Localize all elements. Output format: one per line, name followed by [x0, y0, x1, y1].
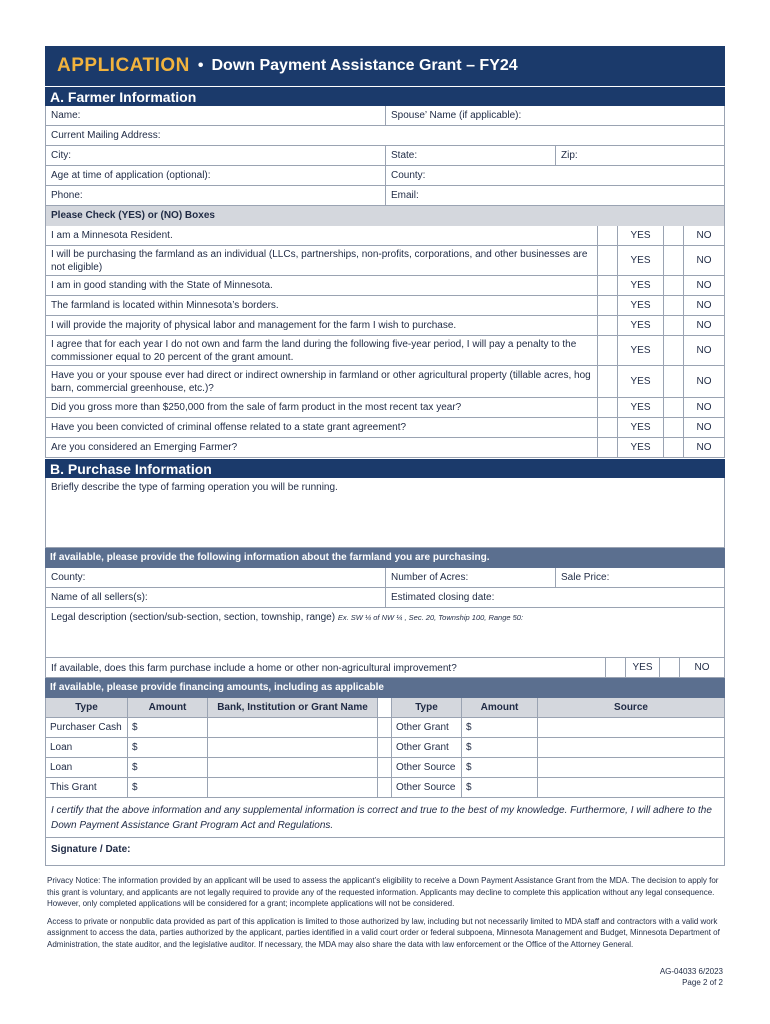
legal-description-field[interactable] — [46, 608, 724, 657]
financing-row — [45, 758, 725, 778]
sellers-field[interactable]: Name of all sellers(s): — [46, 588, 386, 607]
financing-amount-field[interactable]: $ — [128, 758, 208, 777]
no-checkbox[interactable] — [664, 246, 684, 275]
eligibility-question-row — [45, 246, 725, 276]
no-label: NO — [696, 442, 712, 453]
eligibility-question-row — [45, 366, 725, 398]
sale-price-field[interactable]: Sale Price: — [561, 572, 610, 583]
financing-amount-field-2[interactable]: $ — [462, 738, 538, 757]
bank-name-field[interactable] — [208, 738, 378, 757]
eligibility-question: Have you or your spouse ever had direct or indirect ownership in farmland or other agricultural property (tillable acres, hog barn, commercial greenhouse, etc.)? — [46, 366, 598, 397]
eligibility-question: I am in good standing with the State of Minnesota. — [46, 276, 598, 295]
yes-label: YES — [618, 366, 664, 397]
form-code: AG-04033 6/2023 — [659, 967, 723, 976]
no-label: NO — [696, 422, 712, 433]
financing-amount-field-2[interactable]: $ — [462, 718, 538, 737]
col-type-2: Type — [392, 698, 462, 717]
home-no-checkbox[interactable] — [660, 658, 680, 677]
source-field[interactable] — [538, 738, 724, 757]
source-field[interactable] — [538, 778, 724, 797]
eligibility-question-row — [45, 226, 725, 246]
no-checkbox[interactable] — [664, 316, 684, 335]
zip-field[interactable]: Zip: — [561, 150, 578, 161]
email-field[interactable]: Email: — [391, 190, 419, 201]
eligibility-question-row — [45, 276, 725, 296]
closing-date-field[interactable]: Estimated closing date: — [391, 592, 495, 603]
home-no-label: NO — [694, 662, 710, 673]
yes-label: YES — [618, 336, 664, 365]
yes-checkbox[interactable] — [598, 336, 618, 365]
financing-type: Loan — [46, 758, 128, 777]
financing-type-2: Other Source — [392, 758, 462, 777]
eligibility-question: I agree that for each year I do not own and farm the land during the following five-year period, I will pay a penalty to the commissioner equal to 20 percent of the grant amount. — [46, 336, 598, 365]
eligibility-question: Have you been convicted of criminal offense related to a state grant agreement? — [46, 418, 598, 437]
no-label: NO — [696, 280, 712, 291]
col-gap — [378, 758, 392, 777]
financing-row — [45, 718, 725, 738]
no-checkbox[interactable] — [664, 438, 684, 457]
eligibility-question: I will be purchasing the farmland as an individual (LLCs, partnerships, non-profits, corporations, and other businesses are not eligible) — [46, 246, 598, 275]
col-gap — [378, 738, 392, 757]
no-checkbox[interactable] — [664, 276, 684, 295]
no-checkbox[interactable] — [664, 336, 684, 365]
title-grant-name: Down Payment Assistance Grant – FY24 — [211, 57, 518, 74]
financing-row — [45, 778, 725, 798]
yes-label: YES — [618, 296, 664, 315]
yes-label: YES — [618, 438, 664, 457]
financing-amount-field[interactable]: $ — [128, 738, 208, 757]
eligibility-question: I am a Minnesota Resident. — [46, 226, 598, 245]
no-checkbox[interactable] — [664, 366, 684, 397]
no-label: NO — [696, 320, 712, 331]
source-field[interactable] — [538, 758, 724, 777]
eligibility-question-row — [45, 316, 725, 336]
no-label: NO — [696, 376, 712, 387]
acres-field[interactable]: Number of Acres: — [386, 568, 556, 587]
phone-field[interactable]: Phone: — [46, 186, 386, 205]
signature-date-field[interactable]: Signature / Date: — [45, 838, 725, 866]
privacy-notice: Privacy Notice: The information provided by an applicant will be used to assess the applicant’s eligibility to receive a Down Payment Assistance Grant from the MDA. The decision to apply for this grant is voluntary, and applicants are not legally required to provide any of the requested information. Applicants may decline to complete this application without any legal consequence. However, only completed applications will be considered for a grant; incomplete applications will not be considered. — [47, 876, 719, 908]
mailing-address-field[interactable]: Current Mailing Address: — [51, 130, 161, 141]
eligibility-question-row — [45, 296, 725, 316]
col-source: Source — [614, 702, 648, 713]
name-field[interactable]: Name: — [46, 106, 386, 125]
col-amount-2: Amount — [462, 698, 538, 717]
yes-label: YES — [618, 276, 664, 295]
yes-label: YES — [618, 246, 664, 275]
home-improvement-question: If available, does this farm purchase include a home or other non-agricultural improvement? — [46, 658, 606, 677]
financing-type-2: Other Grant — [392, 738, 462, 757]
section-b-heading: B. Purchase Information — [45, 458, 725, 478]
eligibility-question-row — [45, 336, 725, 366]
financing-type: This Grant — [46, 778, 128, 797]
yes-checkbox[interactable] — [598, 246, 618, 275]
county-field[interactable]: County: — [391, 170, 426, 181]
farming-operation-description[interactable]: Briefly describe the type of farming operation you will be running. — [51, 482, 338, 493]
yes-label: YES — [618, 398, 664, 417]
city-field[interactable]: City: — [46, 146, 386, 165]
bank-name-field[interactable] — [208, 718, 378, 737]
no-label: NO — [696, 255, 712, 266]
financing-type: Loan — [46, 738, 128, 757]
col-bank: Bank, Institution or Grant Name — [208, 698, 378, 717]
check-boxes-heading: Please Check (YES) or (NO) Boxes — [45, 206, 725, 226]
eligibility-question-row — [45, 398, 725, 418]
title-bar — [45, 46, 725, 86]
yes-label: YES — [618, 316, 664, 335]
legal-description-example: Ex. SW ¼ of NW ¼ , Sec. 20, Township 100, Range 50: — [337, 613, 524, 622]
no-checkbox[interactable] — [664, 418, 684, 437]
spouse-name-field[interactable]: Spouse’ Name (if applicable): — [391, 110, 522, 121]
page-footer — [45, 966, 725, 988]
certification-statement: I certify that the above information and any supplemental information is correct and true to the best of my knowledge. Furthermore, I will adhere to the Down Payment Assistance Grant Program Act and Regulations. — [45, 798, 725, 838]
yes-label: YES — [618, 418, 664, 437]
state-field[interactable]: State: — [386, 146, 556, 165]
farmland-info-heading: If available, please provide the following information about the farmland you are purchasing. — [45, 548, 725, 568]
financing-amount-field[interactable]: $ — [128, 718, 208, 737]
home-improvement-row — [45, 658, 725, 678]
eligibility-question-row — [45, 438, 725, 458]
application-form — [45, 46, 725, 988]
yes-checkbox[interactable] — [598, 418, 618, 437]
yes-checkbox[interactable] — [598, 398, 618, 417]
section-a-heading: A. Farmer Information — [45, 86, 725, 106]
financing-row — [45, 738, 725, 758]
financing-heading: If available, please provide financing amounts, including as applicable — [45, 678, 725, 698]
no-label: NO — [696, 345, 712, 356]
yes-checkbox[interactable] — [598, 366, 618, 397]
farmland-county-field[interactable]: County: — [46, 568, 386, 587]
bank-name-field[interactable] — [208, 758, 378, 777]
no-checkbox[interactable] — [664, 226, 684, 245]
home-yes-label: YES — [626, 658, 660, 677]
financing-table-header — [45, 698, 725, 718]
source-field[interactable] — [538, 718, 724, 737]
page-number: Page 2 of 2 — [682, 978, 723, 987]
financing-amount-field-2[interactable]: $ — [462, 758, 538, 777]
col-gap — [378, 778, 392, 797]
financing-type-2: Other Grant — [392, 718, 462, 737]
title-application: APPLICATION — [57, 55, 190, 76]
yes-checkbox[interactable] — [598, 276, 618, 295]
no-checkbox[interactable] — [664, 296, 684, 315]
no-label: NO — [696, 230, 712, 241]
col-amount: Amount — [128, 698, 208, 717]
yes-checkbox[interactable] — [598, 316, 618, 335]
col-gap — [378, 698, 392, 717]
no-label: NO — [696, 402, 712, 413]
bank-name-field[interactable] — [208, 778, 378, 797]
eligibility-question: Did you gross more than $250,000 from the sale of farm product in the most recent tax year? — [46, 398, 598, 417]
home-yes-checkbox[interactable] — [606, 658, 626, 677]
yes-checkbox[interactable] — [598, 226, 618, 245]
financing-amount-field[interactable]: $ — [128, 778, 208, 797]
eligibility-question: I will provide the majority of physical labor and management for the farm I wish to purchase. — [46, 316, 598, 335]
title-separator: • — [197, 57, 204, 74]
financing-amount-field-2[interactable]: $ — [462, 778, 538, 797]
eligibility-question: The farmland is located within Minnesota’s borders. — [46, 296, 598, 315]
col-gap — [378, 718, 392, 737]
no-checkbox[interactable] — [664, 398, 684, 417]
financing-type: Purchaser Cash — [46, 718, 128, 737]
data-access-notice: Access to private or nonpublic data provided as part of this application is limited to those authorized by law, including but not necessarily limited to MDA staff and contractors with a valid work assignment to access the data, parties authorized by the applicant, parties identified in a valid court order or federal subpoena, Minnesota Management and Budget, Minnesota Department of Administration, the state auditor, and the legislative auditor. If necessary, the MDA may also share the data with law enforcement or the Office of the Attorney General. — [47, 916, 720, 949]
yes-checkbox[interactable] — [598, 438, 618, 457]
col-type: Type — [46, 698, 128, 717]
financing-type-2: Other Source — [392, 778, 462, 797]
eligibility-question: Are you considered an Emerging Farmer? — [46, 438, 598, 457]
no-label: NO — [696, 300, 712, 311]
yes-checkbox[interactable] — [598, 296, 618, 315]
legal-description-label: Legal description (section/sub-section, section, township, range) — [51, 612, 336, 623]
eligibility-question-row — [45, 418, 725, 438]
yes-label: YES — [618, 226, 664, 245]
age-field[interactable]: Age at time of application (optional): — [46, 166, 386, 185]
